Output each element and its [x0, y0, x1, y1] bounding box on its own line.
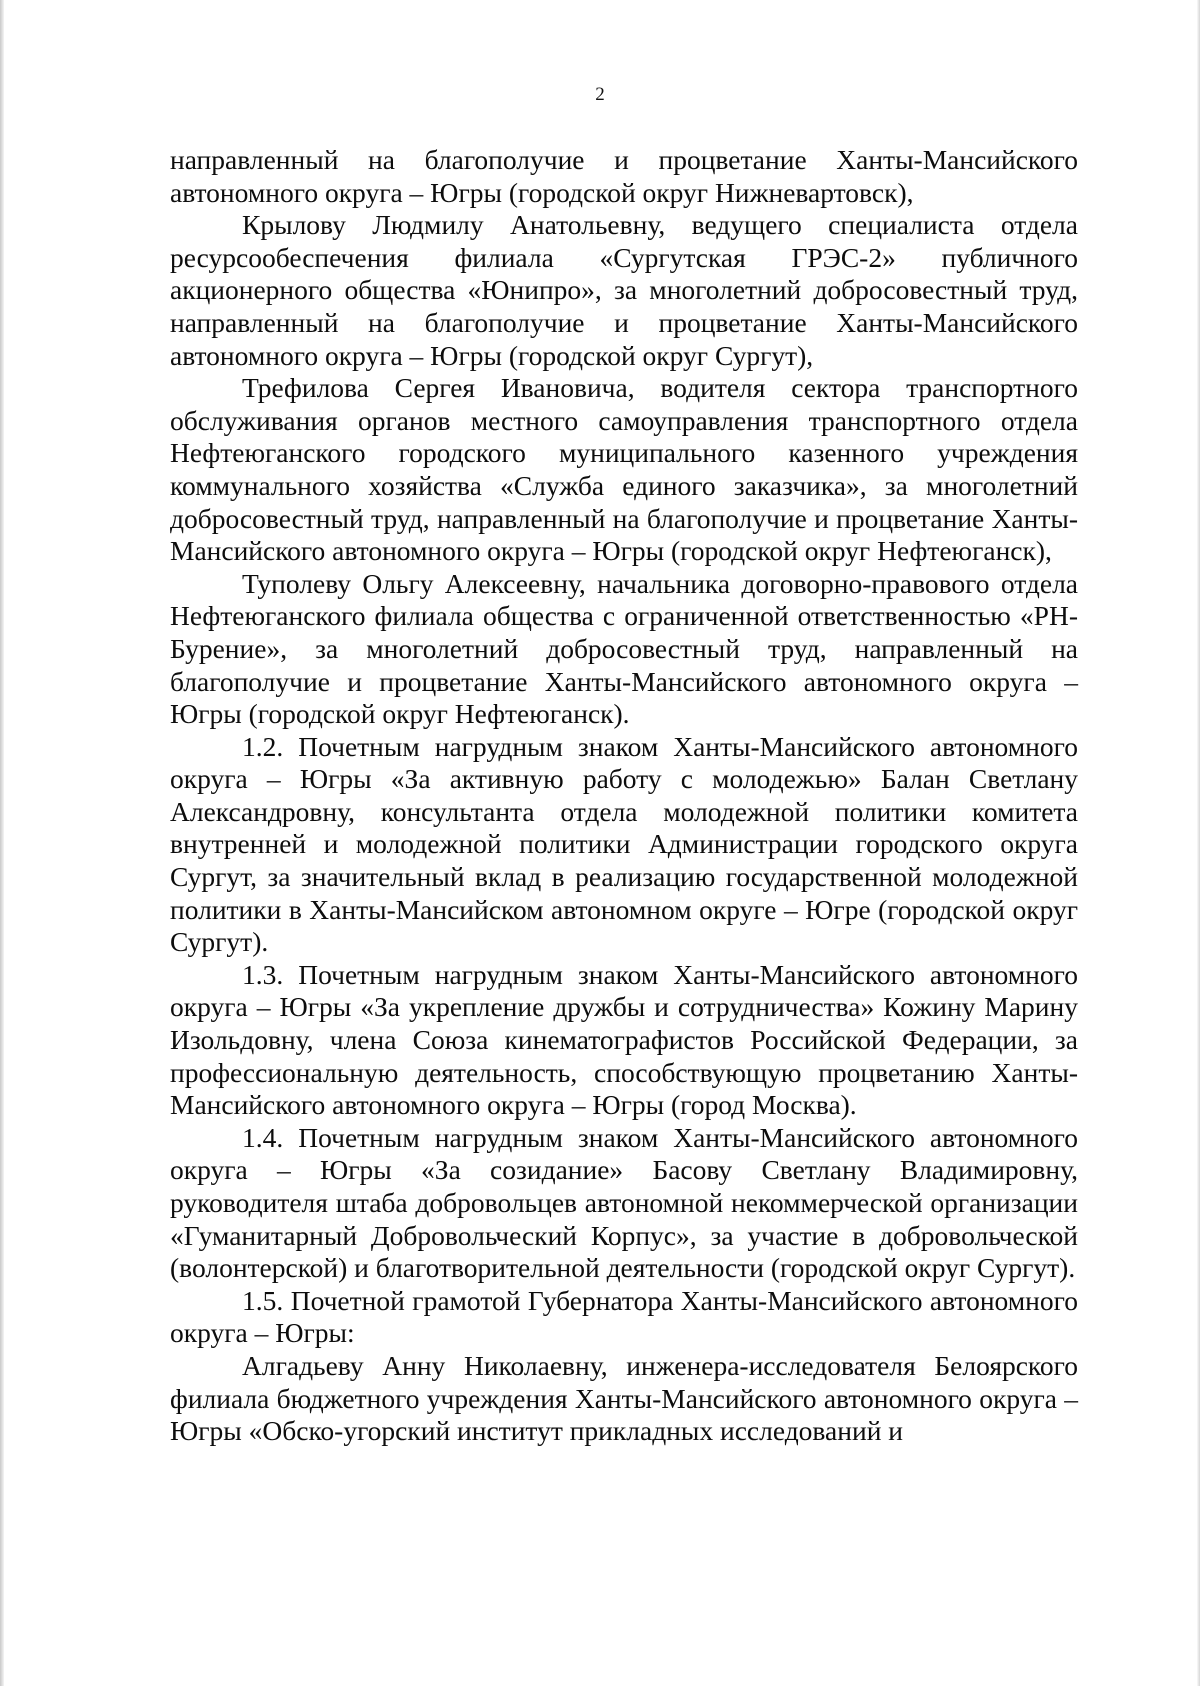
- paragraph-1-3: 1.3. Почетным нагрудным знаком Ханты-Мансийского автономного округа – Югры «За укрепление дружбы и сотрудничества» Кожину Марину Изольдовну, члена Союза кинематографистов Российской Федерации, за профессиональную деятельность, способствующую процветанию Ханты-Мансийского автономного округа – Югры (город Москва).: [170, 958, 1078, 1121]
- paragraph-1-2: 1.2. Почетным нагрудным знаком Ханты-Мансийского автономного округа – Югры «За активную работу с молодежью» Балан Светлану Александровну, консультанта отдела молодежной политики комитета внутренней и молодежной политики Администрации городского округа Сургут, за значительный вклад в реализацию государственной молодежной политики в Ханты-Мансийском автономном округе – Югре (городской округ Сургут).: [170, 730, 1078, 958]
- scan-edge-left: [0, 0, 4, 1686]
- paragraph-trefilov: Трефилова Сергея Ивановича, водителя сектора транспортного обслуживания органов местного самоуправления транспортного отдела Нефтеюганского городского муниципального казенного учреждения коммунального хозяйства «Служба единого заказчика», за многолетний добросовестный труд, направленный на благополучие и процветание Ханты-Мансийского автономного округа – Югры (городской округ Нефтеюганск),: [170, 372, 1078, 567]
- paragraph-1-5: 1.5. Почетной грамотой Губернатора Ханты-Мансийского автономного округа – Югры:: [170, 1284, 1078, 1349]
- paragraph-tupoleva: Туполеву Ольгу Алексеевну, начальника договорно-правового отдела Нефтеюганского филиала общества с ограниченной ответственностью «РН-Бурение», за многолетний добросовестный труд, направленный на благополучие и процветание Ханты-Мансийского автономного округа – Югры (городской округ Нефтеюганск).: [170, 567, 1078, 730]
- paragraph-continuation: направленный на благополучие и процветание Ханты-Мансийского автономного округа – Югры (городской округ Нижневартовск),: [170, 144, 1078, 208]
- paragraph-krylova: Крылову Людмилу Анатольевну, ведущего специалиста отдела ресурсообеспечения филиала «Сургутская ГРЭС-2» публичного акционерного общества «Юнипро», за многолетний добросовестный труд, направленный на благополучие и процветание Ханты-Мансийского автономного округа – Югры (городской округ Сургут),: [170, 209, 1078, 371]
- page-number: 2: [595, 84, 605, 105]
- paragraph-algadeva: Алгадьеву Анну Николаевну, инженера-исследователя Белоярского филиала бюджетного учреждения Ханты-Мансийского автономного округа – Югры «Обско-угорский институт прикладных исследований и: [170, 1349, 1078, 1447]
- paragraph-1-4: 1.4. Почетным нагрудным знаком Ханты-Мансийского автономного округа – Югры «За созидание» Басову Светлану Владимировну, руководителя штаба добровольцев автономной некоммерческой организации «Гуманитарный Добровольческий Корпус», за участие в добровольческой (волонтерской) и благотворительной деятельности (городской округ Сургут).: [170, 1121, 1078, 1284]
- document-body: [170, 144, 1078, 1448]
